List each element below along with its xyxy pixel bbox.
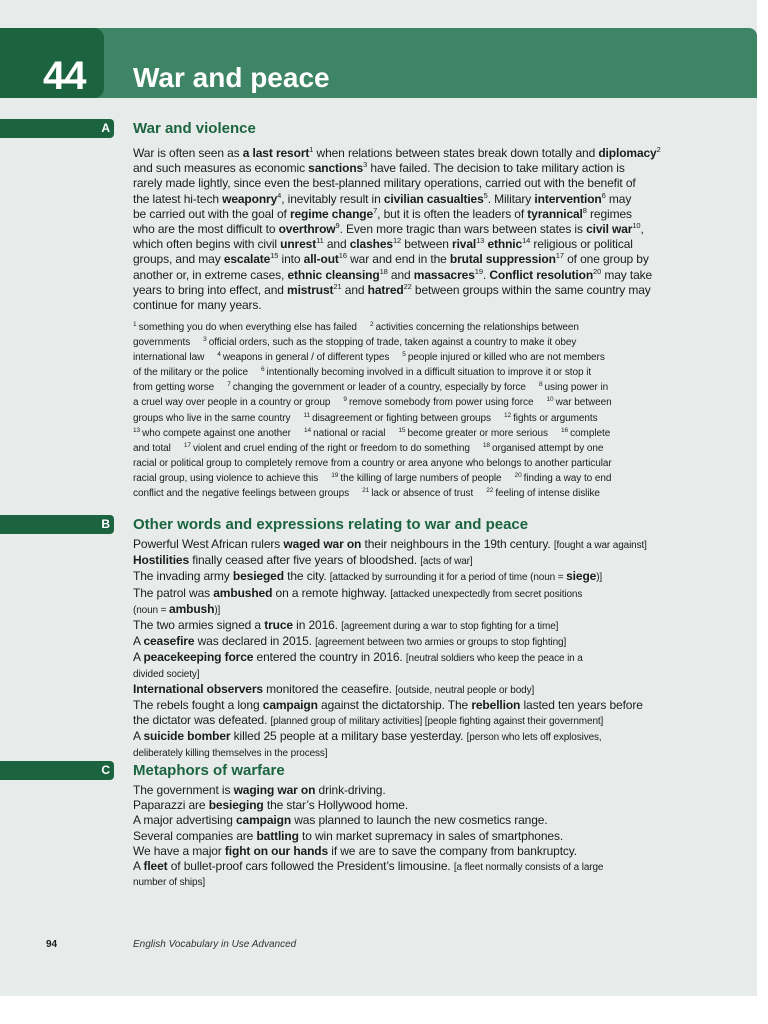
- section-b-list: Powerful West African rulers waged war on their neighbours in the 19th century. [fought a war against] Hostilities finally ceased after five years of bloodshed. [acts of war] The invading army besieged the city. [attacked by surrounding it for a period of time (noun = siege)] The patrol was ambushed on a remote highway. [attacked unexpectedly from secret positions (noun = ambush)] The two armies signed a truce in 2016. [agreement during a war to stop fighting for a time] A ceasefire was declared in 2015. [agreement between two armies or groups to stop fighting] A peacekeeping force entered the country in 2016. [neutral soldiers who keep the peace in a divided society] International observers monitored the ceasefire. [outside, neutral people or body] The rebels fought a long campaign against the dictatorship. The rebellion lasted ten years before the dictator was defeated. [planned group of military activities] [people fighting against their government] A suicide bomber killed 25 people at a military base yesterday. [person who lets off explosives, deliberately killing themselves in the process]: [133, 537, 647, 759]
- unit-number: 44: [43, 54, 86, 98]
- section-c-letter: C: [101, 763, 110, 777]
- section-a-glossary: $^1$ something you do when everything else has failed $^2$ activities concerning the relationships between governments $^3$ official orders, such as the stopping of trade, taken against a country to make it obey international law $^4$ weapons in general / of different types $^5$ people injured or killed who are not members of the military or the police $^6$ intentionally becoming involved in a difficult situation to improve it or stop it from getting worse $^7$ changing the government or leader of a country, especially by force $^8$ using power in a cruel way over people in a country or group $^9$ remove somebody from power using force $^{10}$ war between groups who live in the same country $^{11}$ disagreement or fighting between groups $^{12}$ fights or arguments $^{13}$ who compete against one another $^{14}$ national or racial $^{15}$ become greater or more serious $^{16}$ complete and total $^{17}$ violent and cruel ending of the right or freedom to do something $^{18}$ organised attempt by one racial or political group to completely remove from a country or area anyone who belongs to another particular racial group, using violence to achieve this $^{19}$ the killing of large numbers of people $^{20}$ finding a way to end conflict and the negative feelings between groups $^{21}$ lack or absence of trust $^{22}$ feeling of intense dislike: [133, 321, 612, 500]
- section-c-list: The government is waging war on drink-driving. Paparazzi are besieging the star’s Hollywood home. A major advertising campaign was planned to launch the new cosmetics range. Several companies are battling to win market supremacy in sales of smartphones. We have a major fight on our hands if we are to save the company from bankruptcy. A fleet of bullet-proof cars followed the President’s limousine. [a fleet normally consists of a large number of ships]: [133, 783, 604, 889]
- section-b-letter: B: [101, 517, 110, 531]
- section-b-title: Other words and expressions relating to war and peace: [133, 516, 529, 533]
- section-c-marker: [0, 761, 114, 780]
- section-a-title: War and violence: [133, 120, 256, 137]
- unit-header-bar: [0, 28, 757, 98]
- unit-title: War and peace: [133, 62, 330, 93]
- section-b-marker: [0, 515, 114, 534]
- page-number: 94: [46, 939, 58, 950]
- section-a-marker: [0, 119, 114, 138]
- section-c-title: Metaphors of warfare: [133, 762, 285, 779]
- section-a-paragraph: War is often seen as a last resort$^1$ when relations between states break down totally and diplomacy$^2$ and such measures as economic sanctions$^3$ have failed. The decision to take military action is rarely made lightly, since even the best-planned military operations, carried out with the benefit of the latest hi-tech weaponry$^4$, inevitably result in civilian casualties$^5$. Military intervention$^6$ may be carried out with the goal of regime change$^7$, but it is often the leaders of tyrannical$^8$ regimes who are the most difficult to overthrow$^9$. Even more tragic than wars between states is civil war$^{10}$, which often begins with civil unrest$^{11}$ and clashes$^{12}$ between rival$^{13}$ ethnic$^{14}$ religious or political groups, and may escalate$^{15}$ into all-out$^{16}$ war and end in the brutal suppression$^{17}$ of one group by another or, in extreme cases, ethnic cleansing$^{18}$ and massacres$^{19}$. Conflict resolution$^{20}$ may take years to bring into effect, and mistrust$^{21}$ and hatred$^{22}$ between groups within the same country may continue for many years.: [133, 145, 661, 313]
- book-title: English Vocabulary in Use Advanced: [133, 939, 297, 950]
- section-a-letter: A: [101, 121, 110, 135]
